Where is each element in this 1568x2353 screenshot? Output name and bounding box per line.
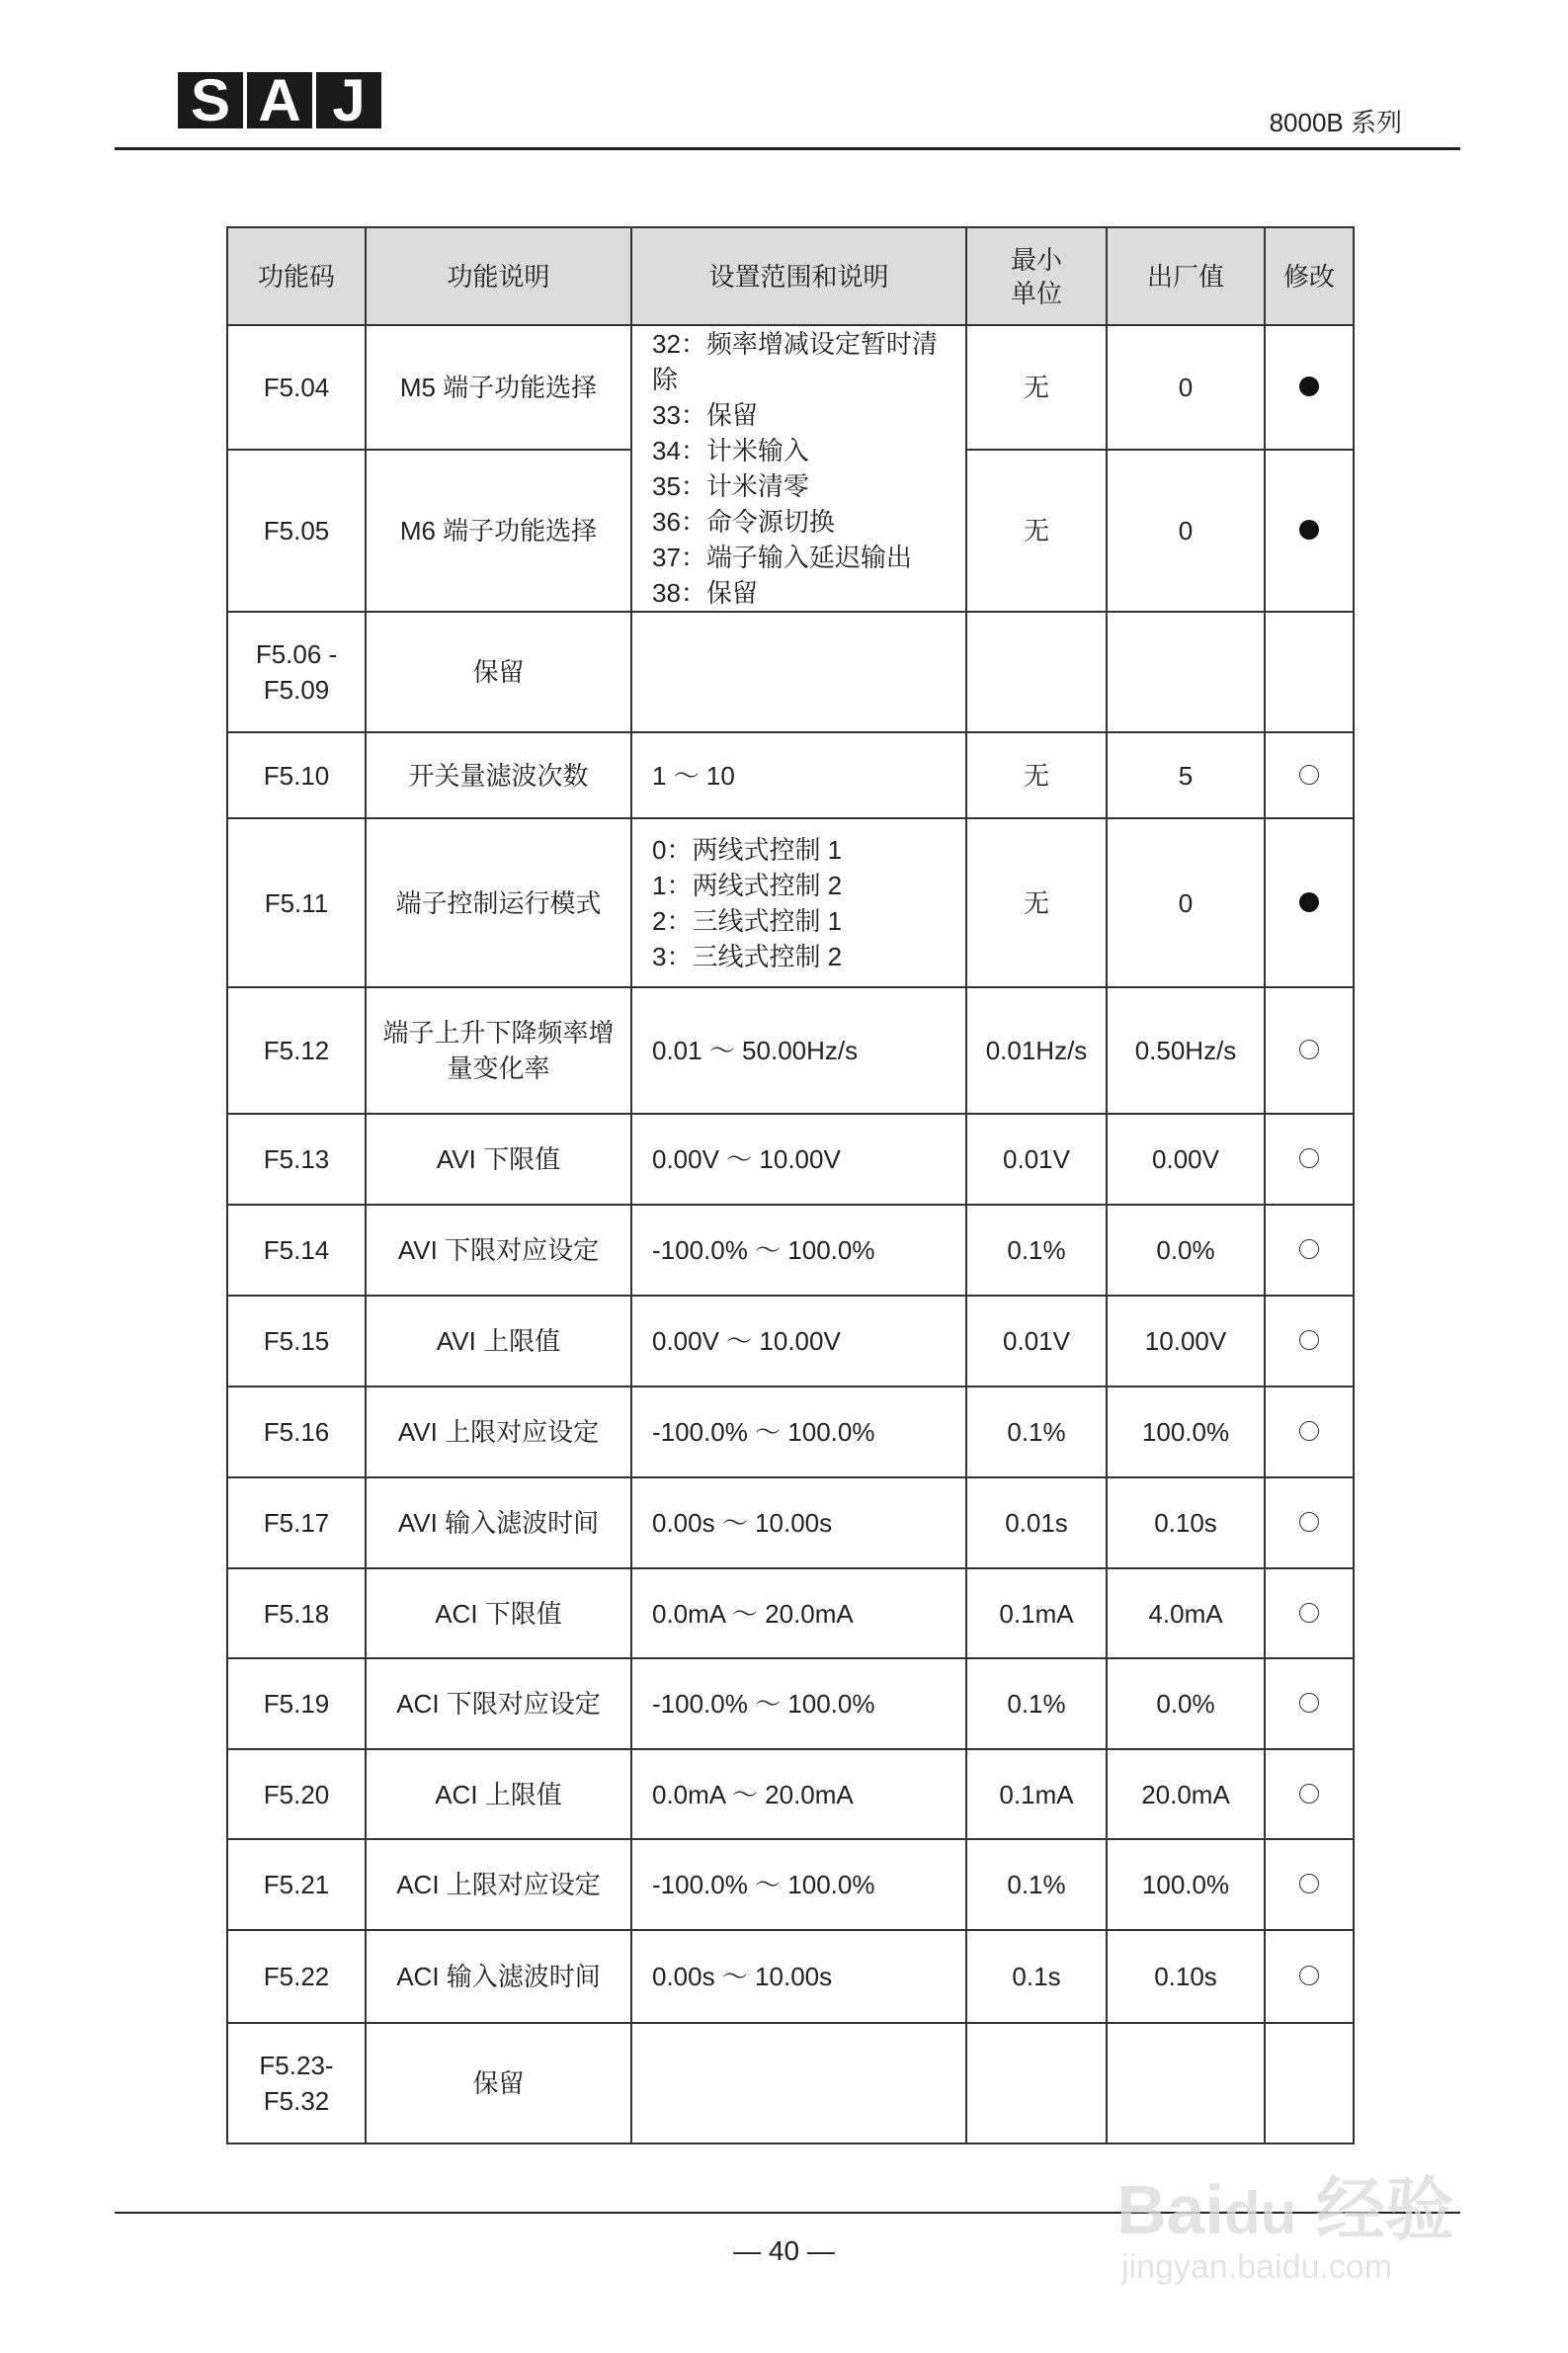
logo-letter: S — [178, 72, 243, 128]
watermark-logo: Baidu 经验 — [1116, 2171, 1454, 2248]
function-code: F5.16 — [227, 1387, 366, 1477]
parameter-table — [226, 226, 1355, 2144]
min-unit: 0.1% — [966, 1839, 1107, 1930]
empty-circle-icon — [1299, 1512, 1319, 1532]
min-unit: 0.1% — [966, 1658, 1107, 1749]
function-description: ACI 上限值 — [366, 1749, 631, 1839]
function-code: F5.05 — [227, 450, 366, 612]
function-description: 保留 — [366, 2023, 631, 2143]
logo-letter: J — [316, 72, 381, 128]
filled-circle-icon — [1299, 377, 1319, 396]
modify-cell — [1265, 1387, 1354, 1477]
range-line: 32：频率增减设定暂时清除 — [652, 329, 938, 394]
min-unit: 0.01s — [966, 1477, 1107, 1568]
function-description: ACI 输入滤波时间 — [366, 1930, 631, 2023]
function-description: AVI 下限值 — [366, 1114, 631, 1205]
default-value — [1107, 612, 1265, 732]
function-description: 保留 — [366, 612, 631, 732]
table-row — [227, 1930, 1354, 2023]
empty-circle-icon — [1299, 1040, 1319, 1059]
function-code: F5.15 — [227, 1296, 366, 1387]
modify-cell — [1265, 612, 1354, 732]
setting-range: -100.0% ～ 100.0% — [631, 1839, 966, 1930]
min-unit: 0.01V — [966, 1114, 1107, 1205]
modify-cell — [1265, 732, 1354, 818]
table-row — [227, 1658, 1354, 1749]
table-row — [227, 818, 1354, 987]
table-row — [227, 1749, 1354, 1839]
modify-cell — [1265, 1477, 1354, 1568]
filled-circle-icon — [1299, 520, 1319, 540]
range-line: 36：命令源切换 — [652, 507, 835, 537]
modify-cell — [1265, 1205, 1354, 1296]
table-row — [227, 612, 1354, 732]
min-unit: 0.1% — [966, 1205, 1107, 1296]
empty-circle-icon — [1299, 1421, 1319, 1441]
setting-range: 1 ～ 10 — [631, 732, 966, 818]
function-description: ACI 下限值 — [366, 1568, 631, 1658]
setting-range: 0.00s ～ 10.00s — [631, 1930, 966, 2023]
function-code: F5.04 — [227, 325, 366, 450]
page-number: — 40 — — [733, 2235, 835, 2266]
function-code: F5.14 — [227, 1205, 366, 1296]
table-row — [227, 2023, 1354, 2143]
empty-circle-icon — [1299, 1693, 1319, 1713]
function-code: F5.20 — [227, 1749, 366, 1839]
empty-circle-icon — [1299, 1874, 1319, 1893]
default-value: 20.0mA — [1107, 1749, 1265, 1839]
default-value: 0 — [1107, 325, 1265, 450]
range-line: 34：计米输入 — [652, 436, 809, 465]
function-description: AVI 上限对应设定 — [366, 1387, 631, 1477]
default-value: 4.0mA — [1107, 1568, 1265, 1658]
modify-cell — [1265, 1749, 1354, 1839]
setting-range: 0.01 ～ 50.00Hz/s — [631, 987, 966, 1114]
default-value: 0.0% — [1107, 1205, 1265, 1296]
setting-range: -100.0% ～ 100.0% — [631, 1658, 966, 1749]
column-header: 功能码 — [227, 227, 366, 325]
range-line: 38：保留 — [652, 578, 758, 608]
setting-range: 0.00s ～ 10.00s — [631, 1477, 966, 1568]
series-label: 8000B 系列 — [1269, 108, 1402, 137]
function-description: AVI 上限值 — [366, 1296, 631, 1387]
function-code: F5.11 — [227, 818, 366, 987]
min-unit: 0.1% — [966, 1387, 1107, 1477]
function-code: F5.23- F5.32 — [227, 2023, 366, 2143]
column-header: 最小单位 — [966, 227, 1107, 325]
empty-circle-icon — [1299, 1966, 1319, 1985]
function-description: M6 端子功能选择 — [366, 450, 631, 612]
function-description: ACI 下限对应设定 — [366, 1658, 631, 1749]
table-row — [227, 1296, 1354, 1387]
min-unit: 无 — [966, 325, 1107, 450]
modify-cell — [1265, 818, 1354, 987]
default-value: 0.0% — [1107, 1658, 1265, 1749]
function-code: F5.12 — [227, 987, 366, 1114]
function-description: AVI 输入滤波时间 — [366, 1477, 631, 1568]
min-unit: 0.1mA — [966, 1749, 1107, 1839]
logo-letter: A — [247, 72, 312, 128]
setting-range: -100.0% ～ 100.0% — [631, 1387, 966, 1477]
function-code: F5.10 — [227, 732, 366, 818]
table-row — [227, 732, 1354, 818]
range-line: 1：两线式控制 2 — [652, 870, 843, 900]
column-header: 出厂值 — [1107, 227, 1265, 325]
min-unit — [966, 612, 1107, 732]
setting-range — [631, 2023, 966, 2143]
table-row — [227, 1568, 1354, 1658]
range-line: 2：三线式控制 1 — [652, 905, 843, 936]
table-row — [227, 1205, 1354, 1296]
default-value — [1107, 2023, 1265, 2143]
function-code: F5.13 — [227, 1114, 366, 1205]
setting-range: -100.0% ～ 100.0% — [631, 1205, 966, 1296]
min-unit: 0.1mA — [966, 1568, 1107, 1658]
min-unit: 0.01V — [966, 1296, 1107, 1387]
modify-cell — [1265, 1658, 1354, 1749]
range-line: 35：计米清零 — [652, 471, 809, 501]
modify-cell — [1265, 1296, 1354, 1387]
function-description: AVI 下限对应设定 — [366, 1205, 631, 1296]
function-description: 端子控制运行模式 — [366, 818, 631, 987]
default-value: 10.00V — [1107, 1296, 1265, 1387]
function-description: M5 端子功能选择 — [366, 325, 631, 450]
empty-circle-icon — [1299, 1148, 1319, 1168]
table-row — [227, 1477, 1354, 1568]
column-header: 功能说明 — [366, 227, 631, 325]
range-line: 33：保留 — [652, 400, 758, 430]
table-row — [227, 987, 1354, 1114]
setting-range: 0.0mA ～ 20.0mA — [631, 1568, 966, 1658]
table-row — [227, 325, 1354, 450]
modify-cell — [1265, 1839, 1354, 1930]
default-value: 0.10s — [1107, 1477, 1265, 1568]
saj-logo — [178, 67, 381, 133]
modify-cell — [1265, 450, 1354, 612]
setting-range — [631, 612, 966, 732]
modify-cell — [1265, 987, 1354, 1114]
default-value: 5 — [1107, 732, 1265, 818]
table-row — [227, 1839, 1354, 1930]
function-code: F5.17 — [227, 1477, 366, 1568]
default-value: 0 — [1107, 450, 1265, 612]
min-unit: 无 — [966, 450, 1107, 612]
modify-cell — [1265, 1930, 1354, 2023]
function-description: 开关量滤波次数 — [366, 732, 631, 818]
default-value: 100.0% — [1107, 1839, 1265, 1930]
setting-range: 0.00V ～ 10.00V — [631, 1296, 966, 1387]
function-code: F5.06 -F5.09 — [227, 612, 366, 732]
min-unit — [966, 2023, 1107, 2143]
setting-range — [631, 325, 966, 612]
function-code: F5.21 — [227, 1839, 366, 1930]
column-header: 修改 — [1265, 227, 1354, 325]
empty-circle-icon — [1299, 1603, 1319, 1623]
default-value: 0 — [1107, 818, 1265, 987]
modify-cell — [1265, 325, 1354, 450]
range-line: 3：三线式控制 2 — [652, 941, 843, 971]
min-unit: 无 — [966, 732, 1107, 818]
table-row — [227, 1114, 1354, 1205]
setting-range: 0.00V ～ 10.00V — [631, 1114, 966, 1205]
empty-circle-icon — [1299, 1784, 1319, 1804]
default-value: 0.10s — [1107, 1930, 1265, 2023]
function-code: F5.19 — [227, 1658, 366, 1749]
empty-circle-icon — [1299, 1330, 1319, 1350]
setting-range: 0.0mA ～ 20.0mA — [631, 1749, 966, 1839]
function-description: ACI 上限对应设定 — [366, 1839, 631, 1930]
modify-cell — [1265, 1568, 1354, 1658]
empty-circle-icon — [1299, 1239, 1319, 1259]
column-header: 设置范围和说明 — [631, 227, 966, 325]
min-unit: 0.01Hz/s — [966, 987, 1107, 1114]
function-code: F5.18 — [227, 1568, 366, 1658]
header-divider — [115, 147, 1460, 150]
min-unit: 0.1s — [966, 1930, 1107, 2023]
modify-cell — [1265, 1114, 1354, 1205]
function-code: F5.22 — [227, 1930, 366, 2023]
table-row — [227, 1387, 1354, 1477]
range-line: 37：端子输入延迟输出 — [652, 543, 912, 572]
empty-circle-icon — [1299, 765, 1319, 785]
range-line: 0：两线式控制 1 — [652, 834, 843, 865]
default-value: 0.50Hz/s — [1107, 987, 1265, 1114]
function-description: 端子上升下降频率增量变化率 — [366, 987, 631, 1114]
default-value: 0.00V — [1107, 1114, 1265, 1205]
min-unit: 无 — [966, 818, 1107, 987]
setting-range — [631, 818, 966, 987]
modify-cell — [1265, 2023, 1354, 2143]
default-value: 100.0% — [1107, 1387, 1265, 1477]
filled-circle-icon — [1299, 892, 1319, 912]
watermark-url: jingyan.baidu.com — [1121, 2248, 1393, 2286]
